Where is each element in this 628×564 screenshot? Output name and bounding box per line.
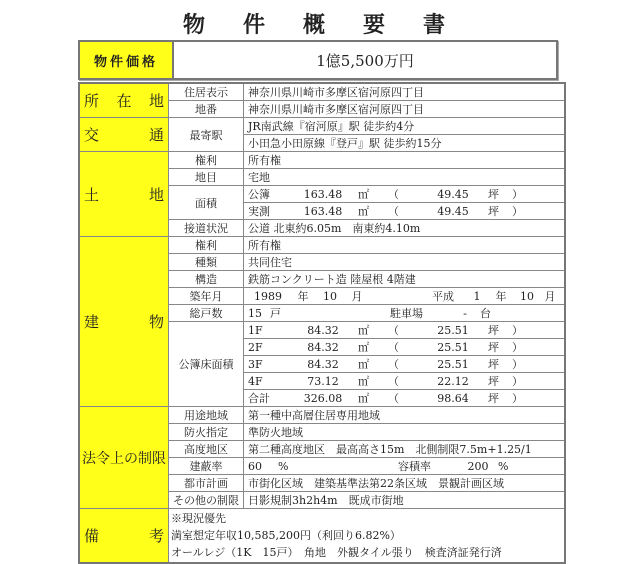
value-station-1: JR南武線『宿河原』駅 徒歩約4分 [244, 118, 566, 135]
label-fire: 防火指定 [169, 424, 244, 441]
area-sqm: 163.48 [303, 205, 343, 218]
label-bcr: 建蔽率 [169, 458, 244, 475]
section-building: 建物 [79, 237, 169, 407]
label-land-rights: 権利 [169, 152, 244, 169]
tsubo-unit: 坪 [488, 375, 499, 388]
value-zoning: 第一種中高層住居専用地域 [244, 407, 566, 424]
era: 平成 [432, 290, 454, 303]
value-city: 市街化区域 建築基準法第22条区域 景観計画区域 [244, 475, 566, 492]
label-land-area: 面積 [169, 186, 244, 220]
built-month: 10 [323, 290, 337, 303]
value-land-rights: 所有権 [244, 152, 566, 169]
floor-sqm: 326.08 [303, 392, 343, 405]
value-fire: 準防火地域 [244, 424, 566, 441]
floor-row: 3F 84.32 ㎡ （ 25.51 坪 ） [244, 356, 566, 373]
parking-unit: 台 [480, 307, 491, 320]
property-table [78, 82, 566, 564]
label-zoning: 用途地域 [169, 407, 244, 424]
value-height: 第二種高度地区 最高高さ15m 北側制限7.5m+1.25/1 [244, 441, 566, 458]
value-structure: 鉄筋コンクリート造 陸屋根 4階建 [244, 271, 566, 288]
built-year: 1989 [254, 290, 282, 303]
area-type: 実測 [248, 205, 270, 218]
value-lot: 神奈川県川崎市多摩区宿河原四丁目 [244, 101, 566, 118]
section-location: 所在地 [79, 83, 169, 118]
floor-sqm: 84.32 [307, 358, 339, 371]
sqm-unit: ㎡ [358, 392, 369, 405]
floor: 2F [248, 341, 263, 354]
value-road: 公道 北東約6.05m 南東約4.10m [244, 220, 566, 237]
year-unit: 年 [495, 290, 507, 303]
value-built [244, 288, 566, 305]
far: 200 [467, 460, 489, 473]
remark-line: オールレジ（1K 15戸） 角地 外観タイル張り 検査済証発行済 [171, 546, 502, 559]
floor-tsubo: 22.12 [437, 375, 469, 388]
price-label: 物件価格 [80, 42, 174, 78]
value-land-category: 宅地 [244, 169, 566, 186]
month-unit: 月 [544, 290, 556, 303]
floor-sqm: 84.32 [307, 341, 339, 354]
label-structure: 構造 [169, 271, 244, 288]
era-year: 1 [473, 290, 481, 303]
tsubo-unit: 坪 [488, 188, 499, 201]
label-station: 最寄駅 [169, 118, 244, 152]
price-value: 1億5,500万円 [316, 51, 414, 70]
floor: 1F [248, 324, 263, 337]
section-land: 土地 [79, 152, 169, 237]
parking-label: 駐車場 [390, 307, 423, 320]
label-bldg-rights: 権利 [169, 237, 244, 254]
label-other: その他の制限 [169, 492, 244, 509]
area-unit: ㎡ [358, 188, 369, 201]
units: 15 [248, 307, 262, 320]
floor-row: 4F 73.12 ㎡ （ 22.12 坪 ） [244, 373, 566, 390]
far-label: 容積率 [398, 460, 431, 473]
label-road: 接道状況 [169, 220, 244, 237]
sqm-unit: ㎡ [358, 358, 369, 371]
area-tsubo: 49.45 [437, 188, 469, 201]
label-units: 総戸数 [169, 305, 244, 322]
floor-row: 1F 84.32 ㎡ （ 25.51 坪 ） [244, 322, 566, 339]
area-tsubo: 49.45 [437, 205, 469, 218]
label-floor-area: 公簿床面積 [169, 322, 244, 407]
label-land-category: 地目 [169, 169, 244, 186]
tsubo-unit: 坪 [488, 205, 499, 218]
label-bldg-type: 種類 [169, 254, 244, 271]
value-station-2: 小田急小田原線『登戸』駅 徒歩約15分 [244, 135, 566, 152]
remark-line: ※現況優先 [171, 512, 226, 525]
floor-tsubo: 98.64 [437, 392, 469, 405]
value-bldg-rights: 所有権 [244, 237, 566, 254]
label-height: 高度地区 [169, 441, 244, 458]
remarks [169, 509, 566, 564]
label-built: 築年月 [169, 288, 244, 305]
floor: 合計 [248, 392, 270, 405]
pct: % [278, 460, 289, 473]
parking: - [463, 307, 467, 320]
section-regulations: 法令上の制限 [79, 407, 169, 509]
price-box [78, 40, 558, 80]
tsubo-unit: 坪 [488, 358, 499, 371]
sqm-unit: ㎡ [358, 324, 369, 337]
units-unit: 戸 [270, 307, 281, 320]
value-bldg-type: 共同住宅 [244, 254, 566, 271]
pct: % [498, 460, 509, 473]
floor-sqm: 73.12 [307, 375, 339, 388]
area-type: 公簿 [248, 188, 270, 201]
month-unit: 月 [351, 290, 363, 303]
sqm-unit: ㎡ [358, 375, 369, 388]
floor-tsubo: 25.51 [437, 324, 469, 337]
section-transport: 交通 [79, 118, 169, 152]
page-title: 物件概要書 [182, 12, 483, 38]
floor-tsubo: 25.51 [437, 358, 469, 371]
floor: 3F [248, 358, 263, 371]
floor-tsubo: 25.51 [437, 341, 469, 354]
bcr: 60 [248, 460, 262, 473]
floor-row-total: 合計 326.08 ㎡ （ 98.64 坪 ） [244, 390, 566, 407]
floor: 4F [248, 375, 263, 388]
sqm-unit: ㎡ [358, 341, 369, 354]
value-units [244, 305, 566, 322]
era-month: 10 [520, 290, 534, 303]
section-remarks: 備考 [79, 509, 169, 564]
value-bcr-far [244, 458, 566, 475]
label-address: 住居表示 [169, 83, 244, 101]
label-city: 都市計画 [169, 475, 244, 492]
tsubo-unit: 坪 [488, 392, 499, 405]
area-sqm: 163.48 [303, 188, 343, 201]
floor-sqm: 84.32 [307, 324, 339, 337]
value-land-area-survey: 実測 163.48 ㎡ （ 49.45 坪 ） [244, 203, 566, 220]
remark-line: 満室想定年収10,585,200円（利回り6.82%） [171, 529, 401, 542]
floor-row: 2F 84.32 ㎡ （ 25.51 坪 ） [244, 339, 566, 356]
tsubo-unit: 坪 [488, 324, 499, 337]
value-address: 神奈川県川崎市多摩区宿河原四丁目 [244, 83, 566, 101]
value-other: 日影規制3h2h4m 既成市街地 [244, 492, 566, 509]
year-unit: 年 [297, 290, 309, 303]
tsubo-unit: 坪 [488, 341, 499, 354]
area-unit: ㎡ [358, 205, 369, 218]
label-lot: 地番 [169, 101, 244, 118]
value-land-area-registry: 公簿 163.48 ㎡ （ 49.45 坪 ） [244, 186, 566, 203]
